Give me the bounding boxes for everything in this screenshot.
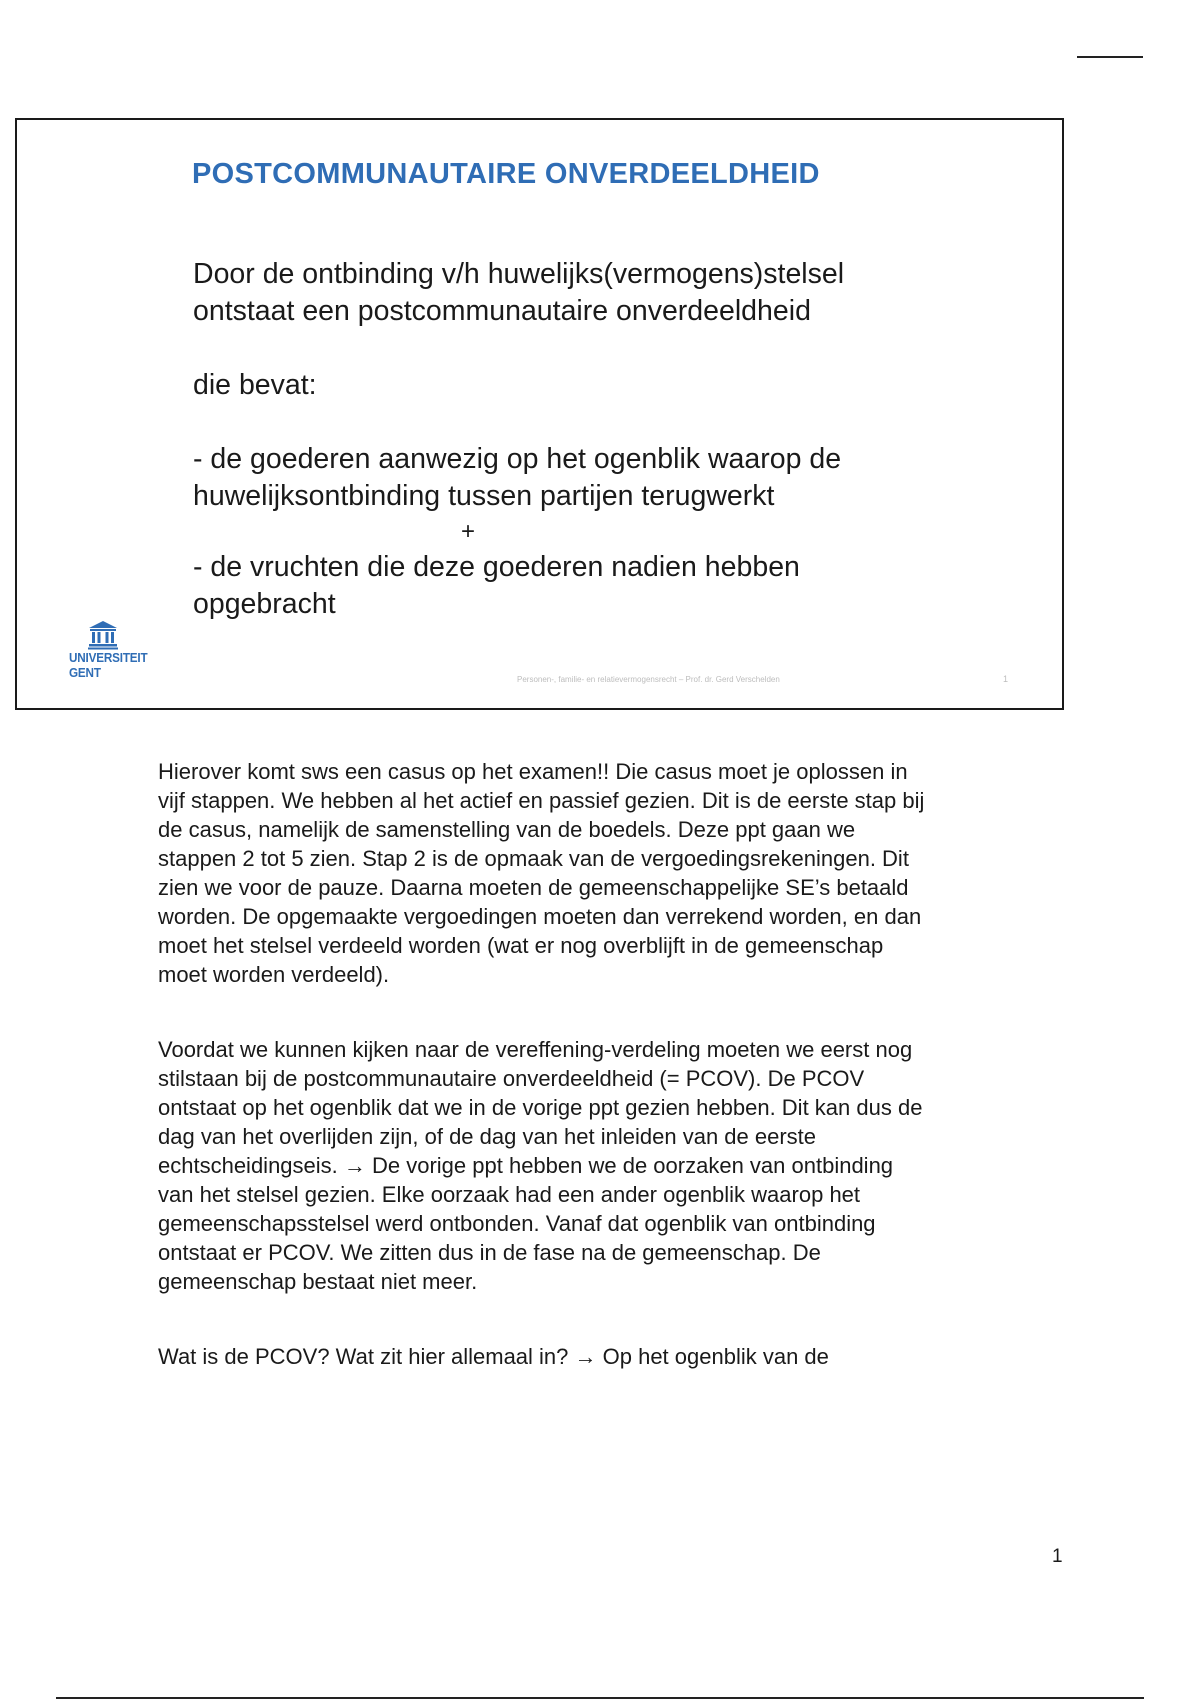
university-logo [69,620,169,680]
logo-text-gent: GENT [69,665,101,680]
slide-plus: + [461,518,476,545]
notes-paragraph: Hierover komt sws een casus op het examen!! Die casus moet je oplossen in vijf stappen. We hebben al het actief en passief gezien. Dit is de eerste stap bij de casus, namelijk de samenstelling van de boedels. Deze ppt gaan we stappen 2 tot 5 zien. Stap 2 is de opmaak van de vergoedingsrekeningen. Dit zien we voor de pauze. Daarna moeten de gemeenschappelijke SE’s betaald worden. De opgemaakte vergoedingen moeten dan verrekend worden, en dan moet het stelsel verdeeld worden (wat er nog overblijft in de gemeenschap moet worden verdeeld). [158,759,925,987]
footer-rule [56,1697,1144,1699]
slide-title: POSTCOMMUNAUTAIRE ONVERDEELDHEID [192,158,820,190]
slide-line: opgebracht [193,588,336,620]
slide-line: die bevat: [193,369,317,401]
notes-paragraph: Wat is de PCOV? Wat zit hier allemaal in? → Op het ogenblik van de [158,1344,829,1369]
slide-line: - de goederen aanwezig op het ogenblik waarop de [193,443,842,475]
slide-number: 1 [1003,674,1009,684]
slide-body [193,256,953,623]
building-icon [87,620,119,650]
slide-line: - de vruchten die deze goederen nadien hebben [193,551,800,583]
slide-line: huwelijksontbinding tussen partijen terugwerkt [193,480,775,512]
slide-line: ontstaat een postcommunautaire onverdeeldheid [193,295,811,327]
slide-frame [15,118,1064,710]
slide-line: Door de ontbinding v/h huwelijks(vermogens)stelsel [193,258,845,290]
lecture-notes [158,757,928,1371]
page-number: 1 [1052,1546,1063,1567]
slide-footer: Personen-, familie- en relatievermogensrecht – Prof. dr. Gerd Verschelden [517,675,780,684]
notes-paragraph: Voordat we kunnen kijken naar de vereffening-verdeling moeten we eerst nog stilstaan bij de postcommunautaire onverdeeldheid (= PCOV). De PCOV ontstaat op het ogenblik dat we in de vorige ppt gezien hebben. Dit kan dus de dag van het overlijden zijn, of de dag van het inleiden van de eerste echtscheidingseis. → De vorige ppt hebben we de oorzaken van ontbinding van het stelsel gezien. Elke oorzaak had een ander ogenblik waarop het gemeenschapsstelsel werd ontbonden. Vanaf dat ogenblik van ontbinding ontstaat er PCOV. We zitten dus in de fase na de gemeenschap. De gemeenschap bestaat niet meer. [158,1037,923,1294]
header-rule [1077,56,1143,58]
logo-text-university: UNIVERSITEIT [69,650,148,665]
